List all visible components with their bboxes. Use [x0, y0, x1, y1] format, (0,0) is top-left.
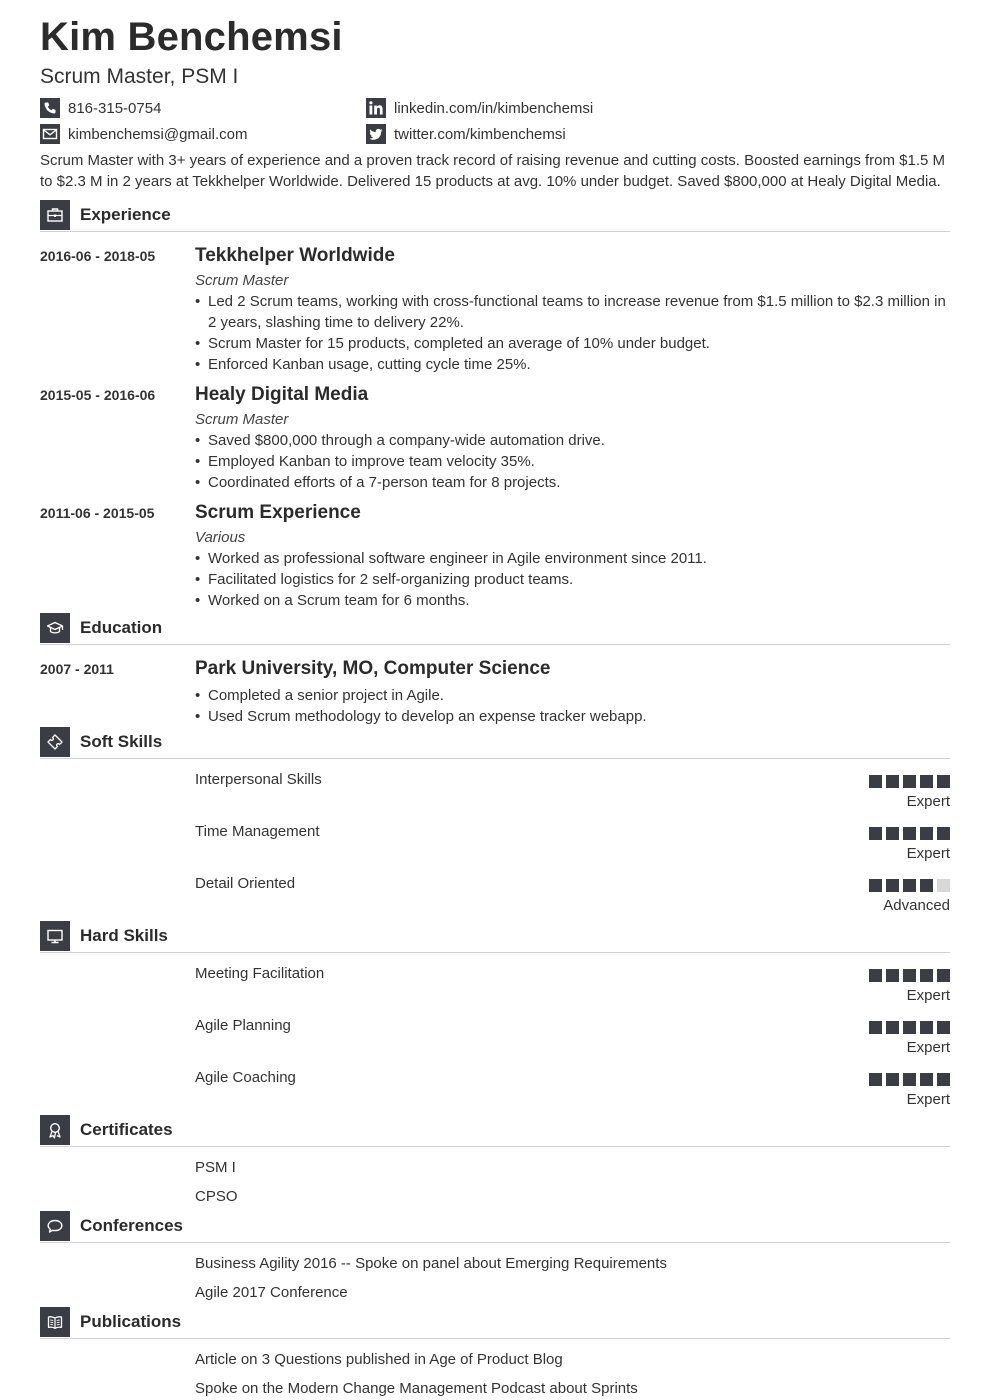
- skill-rating: [865, 879, 950, 892]
- open-book-icon: [40, 1307, 70, 1337]
- skill-row: [40, 874, 950, 920]
- skill-rating: [865, 775, 950, 788]
- section-hard-skills: [40, 921, 950, 953]
- bullet-item: • Worked as professional software engineer in Agile environment since 2011.: [195, 548, 951, 569]
- contact-info: [40, 98, 950, 150]
- section-publications: [40, 1307, 950, 1339]
- publication-item: Spoke on the Modern Change Management Podcast about Sprints: [195, 1380, 638, 1397]
- skill-name: Meeting Facilitation: [195, 965, 325, 982]
- bullet-item: • Worked on a Scrum team for 6 months.: [195, 590, 951, 611]
- entry-date: 2011-06 - 2015-05: [40, 505, 155, 521]
- rating-square-filled: [920, 775, 933, 788]
- rating-square-filled: [903, 1021, 916, 1034]
- phone-icon: [40, 98, 60, 118]
- rating-square-filled: [886, 969, 899, 982]
- skill-level: Expert: [906, 793, 950, 810]
- resume-header: [40, 14, 950, 192]
- section-soft-skills: [40, 727, 950, 759]
- bullet-item: • Led 2 Scrum teams, working with cross-functional teams to increase revenue from $1.5 million to $2.3 million in 2 years, slashing time to delivery 22%.: [195, 291, 951, 333]
- entry-role: Scrum Master: [195, 411, 289, 428]
- phone-text: 816-315-0754: [68, 99, 162, 117]
- rating-square-filled: [937, 969, 950, 982]
- rating-square-filled: [886, 1021, 899, 1034]
- rating-square-filled: [937, 775, 950, 788]
- speech-bubble-icon: [40, 1211, 70, 1241]
- rating-square-filled: [869, 1073, 882, 1086]
- section-education: [40, 613, 950, 645]
- skill-level: Expert: [906, 845, 950, 862]
- skill-rating: [865, 969, 950, 982]
- skill-row: [40, 1068, 950, 1114]
- skill-name: Agile Planning: [195, 1017, 291, 1034]
- section-title: Conferences: [80, 1216, 183, 1235]
- briefcase-icon: [40, 200, 70, 230]
- section-title: Soft Skills: [80, 732, 163, 751]
- rating-square-filled: [937, 1021, 950, 1034]
- publication-item: Article on 3 Questions published in Age of Product Blog: [195, 1351, 563, 1368]
- skill-rating: [865, 827, 950, 840]
- puzzle-icon: [40, 727, 70, 757]
- rating-square-filled: [886, 827, 899, 840]
- skill-name: Time Management: [195, 823, 320, 840]
- entry-company: Tekkhelper Worldwide: [195, 245, 395, 266]
- bullet-item: • Scrum Master for 15 products, completed an average of 10% under budget.: [195, 333, 951, 354]
- section-title: Education: [80, 618, 163, 637]
- graduation-cap-icon: [40, 613, 70, 643]
- certificate-item: PSM I: [195, 1159, 236, 1176]
- rating-square-filled: [903, 1073, 916, 1086]
- entry-school: Park University, MO, Computer Science: [195, 658, 551, 679]
- skill-level: Expert: [906, 987, 950, 1004]
- rating-square-filled: [920, 1021, 933, 1034]
- contact-linkedin[interactable]: [366, 98, 593, 118]
- rating-square-filled: [920, 969, 933, 982]
- conference-item: Business Agility 2016 -- Spoke on panel about Emerging Requirements: [195, 1255, 667, 1272]
- linkedin-text: linkedin.com/in/kimbenchemsi: [394, 99, 594, 117]
- section-conferences: [40, 1211, 950, 1243]
- skill-row: [40, 770, 950, 816]
- rating-square-filled: [869, 969, 882, 982]
- monitor-icon: [40, 921, 70, 951]
- skill-level: Expert: [906, 1091, 950, 1108]
- entry-date: 2015-05 - 2016-06: [40, 387, 156, 403]
- rating-square-filled: [903, 827, 916, 840]
- rating-square-empty: [937, 879, 950, 892]
- section-title: Certificates: [80, 1120, 173, 1139]
- bullet-item: • Enforced Kanban usage, cutting cycle time 25%.: [195, 354, 951, 375]
- skill-row: [40, 822, 950, 868]
- rating-square-filled: [903, 775, 916, 788]
- rating-square-filled: [886, 775, 899, 788]
- linkedin-icon: [366, 98, 386, 118]
- twitter-text: twitter.com/kimbenchemsi: [394, 125, 566, 143]
- skill-row: [40, 1016, 950, 1062]
- rating-square-filled: [903, 879, 916, 892]
- skill-level: Advanced: [883, 897, 950, 914]
- bullet-item: • Employed Kanban to improve team velocity 35%.: [195, 451, 951, 472]
- entry-company: Scrum Experience: [195, 502, 361, 523]
- rating-square-filled: [869, 879, 882, 892]
- entry-bullets: [195, 430, 951, 493]
- award-ribbon-icon: [40, 1115, 70, 1145]
- rating-square-filled: [869, 827, 882, 840]
- entry-date: 2007 - 2011: [40, 661, 114, 677]
- candidate-name: Kim Benchemsi: [40, 15, 343, 59]
- email-text: kimbenchemsi@gmail.com: [68, 125, 248, 143]
- rating-square-filled: [869, 775, 882, 788]
- section-experience: [40, 200, 950, 232]
- bullet-item: • Facilitated logistics for 2 self-organizing product teams.: [195, 569, 951, 590]
- entry-bullets: [195, 685, 951, 727]
- section-title: Hard Skills: [80, 926, 168, 945]
- rating-square-filled: [920, 879, 933, 892]
- rating-square-filled: [886, 879, 899, 892]
- rating-square-filled: [886, 1073, 899, 1086]
- entry-date: 2016-06 - 2018-05: [40, 248, 156, 264]
- summary-paragraph: Scrum Master with 3+ years of experience and a proven track record of raising revenue and cutting costs. Boosted earnings from $1.5 M to $2.3 M in 2 years at Tekkhelper Worldwide. Delivered 15 products at avg. 10% under budget. Saved $800,000 at Healy Digital Media.: [40, 152, 946, 190]
- entry-bullets: [195, 548, 951, 611]
- bullet-item: • Used Scrum methodology to develop an expense tracker webapp.: [195, 706, 951, 727]
- entry-bullets: [195, 291, 951, 375]
- skill-name: Interpersonal Skills: [195, 771, 322, 788]
- skill-rating: [865, 1073, 950, 1086]
- bullet-item: • Completed a senior project in Agile.: [195, 685, 951, 706]
- section-title: Publications: [80, 1312, 182, 1331]
- section-title: Experience: [80, 205, 171, 224]
- candidate-title: Scrum Master, PSM I: [40, 65, 239, 88]
- twitter-icon: [366, 124, 386, 144]
- rating-square-filled: [937, 827, 950, 840]
- contact-phone[interactable]: [40, 98, 161, 118]
- section-certificates: [40, 1115, 950, 1147]
- bullet-item: • Saved $800,000 through a company-wide automation drive.: [195, 430, 951, 451]
- skill-row: [40, 964, 950, 1010]
- bullet-item: • Coordinated efforts of a 7-person team for 8 projects.: [195, 472, 951, 493]
- entry-company: Healy Digital Media: [195, 384, 369, 405]
- rating-square-filled: [903, 969, 916, 982]
- skill-level: Expert: [906, 1039, 950, 1056]
- rating-square-filled: [869, 1021, 882, 1034]
- entry-role: Scrum Master: [195, 272, 289, 289]
- rating-square-filled: [920, 827, 933, 840]
- conference-item: Agile 2017 Conference: [195, 1284, 348, 1301]
- email-icon: [40, 124, 60, 144]
- skill-name: Agile Coaching: [195, 1069, 296, 1086]
- contact-email[interactable]: [40, 124, 247, 144]
- rating-square-filled: [920, 1073, 933, 1086]
- rating-square-filled: [937, 1073, 950, 1086]
- contact-twitter[interactable]: [366, 124, 566, 144]
- skill-name: Detail Oriented: [195, 875, 296, 892]
- entry-role: Various: [195, 529, 246, 546]
- certificate-item: CPSO: [195, 1188, 238, 1205]
- skill-rating: [865, 1021, 950, 1034]
